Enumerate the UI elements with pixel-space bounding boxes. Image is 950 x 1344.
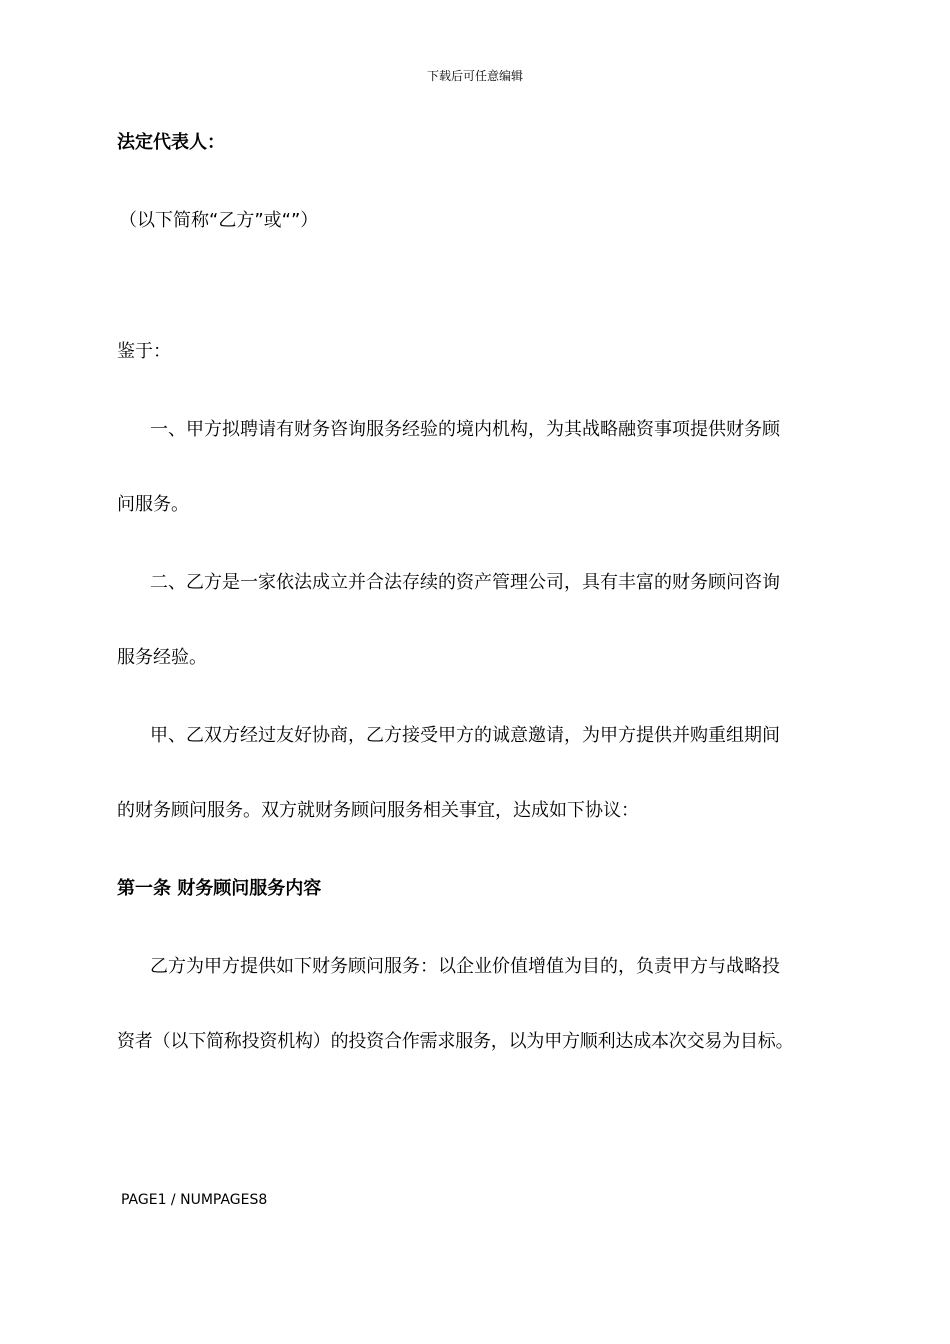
agreement-intro-line-1: 甲、乙双方经过友好协商，乙方接受甲方的诚意邀请，为甲方提供并购重组期间	[150, 725, 780, 746]
article-one-title: 第一条 财务顾问服务内容	[117, 878, 322, 899]
page-footer: PAGE1 / NUMPAGES8	[121, 1192, 268, 1208]
clause-two-line-2: 服务经验。	[117, 647, 207, 668]
clause-one-line-2: 问服务。	[117, 494, 189, 515]
agreement-intro-line-2: 的财务顾问服务。双方就财务顾问服务相关事宜，达成如下协议：	[117, 800, 639, 821]
party-b-referred-as: （以下简称“乙方”或“”）	[119, 210, 319, 231]
page-header: 下载后可任意编辑	[426, 69, 523, 83]
clause-one-line-1: 一、甲方拟聘请有财务咨询服务经验的境内机构，为其战略融资事项提供财务顾	[150, 419, 780, 440]
article-one-line-1: 乙方为甲方提供如下财务顾问服务：以企业价值增值为目的，负责甲方与战略投	[150, 956, 780, 977]
article-one-line-2: 资者（以下简称投资机构）的投资合作需求服务，以为甲方顺利达成本次交易为目标。	[117, 1031, 794, 1052]
legal-representative-label: 法定代表人：	[117, 132, 225, 153]
whereas-heading: 鉴于：	[117, 341, 171, 362]
clause-two-line-1: 二、乙方是一家依法成立并合法存续的资产管理公司，具有丰富的财务顾问咨询	[150, 572, 780, 593]
